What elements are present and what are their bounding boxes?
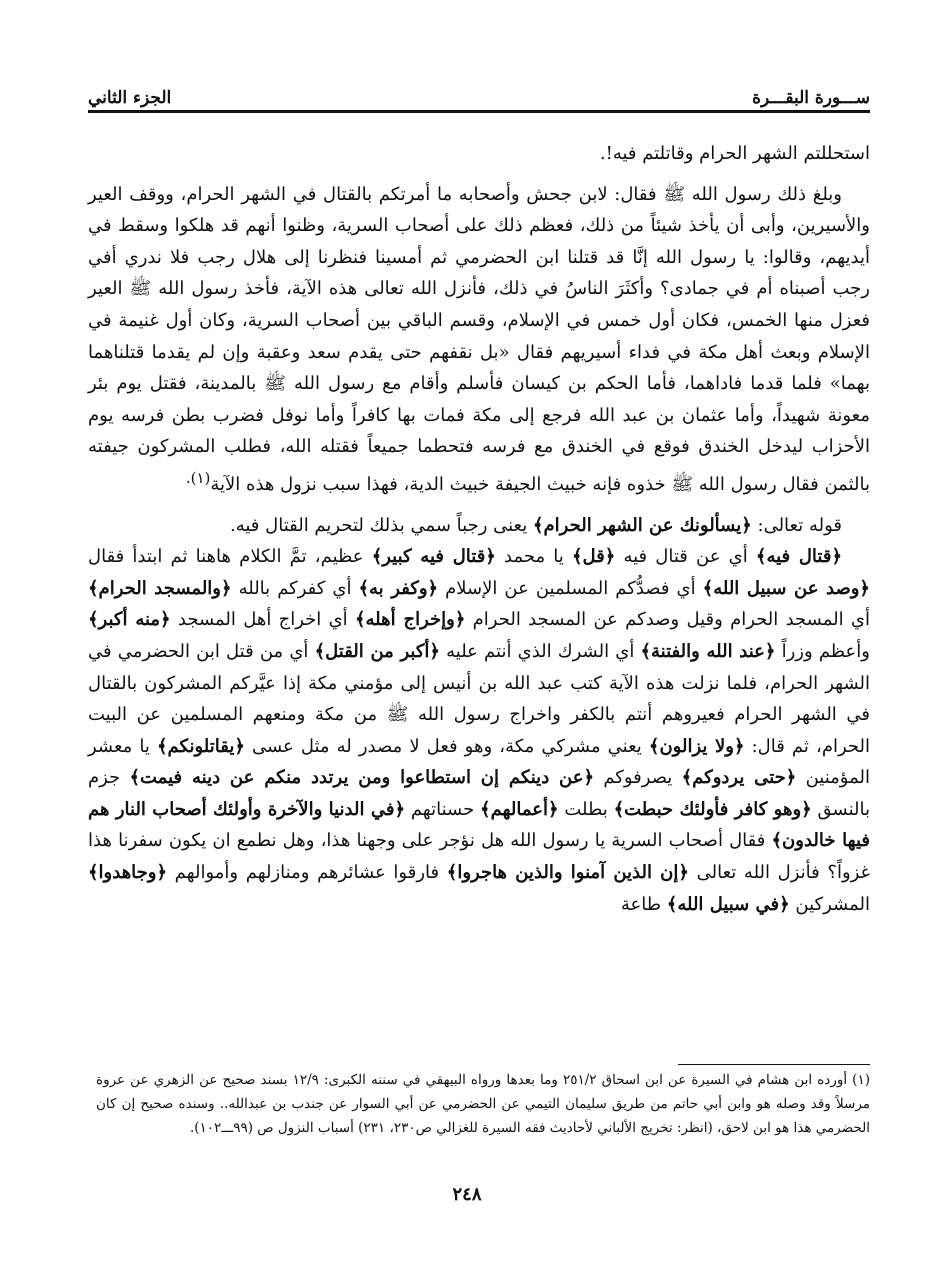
commentary-text: أي كفركم بالله [231, 577, 359, 599]
footnotes [96, 1068, 870, 1140]
commentary-text: عظيم، تمَّ الكلام هاهنا ثم ابتدأ فقال [88, 546, 372, 568]
paragraph-3 [88, 510, 870, 542]
quran-quote: ﴿في الدنيا والآخرة وأولئك أصحاب النار هم فيها خالدون﴾ [88, 798, 870, 852]
quran-quote: ﴿قتال فيه﴾ [755, 546, 842, 568]
quran-quote: ﴿عند الله والفتنة﴾ [640, 640, 776, 662]
quran-quote: ﴿وجاهدوا﴾ [88, 862, 168, 884]
quran-quote: ﴿منه أكبر﴾ [88, 609, 171, 631]
quran-quote: ﴿والمسجد الحرام﴾ [88, 577, 232, 599]
commentary-text: يعني مشركي مكة، وهو فعل لا مصدر له مثل عسى [244, 735, 649, 757]
paragraph-1: استحللتم الشهر الحرام وقاتلتم فيه!. [599, 143, 870, 164]
quran-quote: ﴿عن دينكم إن استطاعوا ومن يرتدد منكم عن دينه فيمت﴾ [129, 767, 595, 789]
quran-quote: ﴿ولا يزالون﴾ [648, 735, 745, 757]
commentary-text: فقال أصحاب السرية يا رسول الله هل نؤجر على وجهنا هذا، وهل نطمع ان يكون سفرنا هذا غزواً؟ فأنزل الله تعالى [88, 830, 871, 884]
footnote-1: (١) أورده ابن هشام في السيرة عن ابن اسحاق ٢٥١/٢ وما بعدها ورواه البيهقي في سننه الكبرى: ١٢/٩ بسند صحيح عن الزهري عن عروة مرسلاً وقد وصله هو وابن أبي حاتم من طريق سليمان التيمي عن الحضرمي عن أبي السوار عن جندب بن عبدالله.. وسنده صحيح إن كان الحضرمي هذا هو ابن لاحق، (انظر: تخريج الألباني لأحاديث فقه السيرة للغزالي ص٢٣٠، ٢٣١) أسباب النزول ص (٩٩ـــ١٠٢). [96, 1072, 870, 1136]
p3-seg: قوله تعالى: [751, 514, 842, 536]
commentary-text: أي اخراج أهل المسجد [170, 609, 355, 631]
commentary-text: وأعظم وزراً [775, 640, 870, 662]
commentary-text: أي فصدُّكم المسلمين عن الإسلام [438, 577, 703, 599]
quran-quote: ﴿وإخراج أهله﴾ [354, 609, 466, 631]
footnote-rule [678, 1064, 870, 1065]
commentary-text: أي عن قتال فيه [615, 546, 756, 568]
paragraph-2-text: وبلغ ذلك رسول الله ﷺ فقال: لابن جحش وأصحابه ما أمرتكم بالقتال في الشهر الحرام، ووقف العير والأسيرين، وأبى أن يأخذ شيئاً من ذلك، فعظم ذلك على أصحاب السرية، وظنوا أنهم قد هلكوا وسقط في أيديهم، وقالوا: يا رسول الله إنَّا قد قتلنا ابن الحضرمي ثم أمسينا فنظرنا إلى هلال رجب فلا ندري أفي رجب أصبناه أم في جمادى؟ وأكثَرَ الناسُ في ذلك، فأنزل الله تعالى هذه الآية، فأخذ رسول الله ﷺ العير فعزل منها الخمس، فكان أول خمس في الإسلام، وقسم الباقي بين أصحاب السرية، وكان أول غنيمة في الإسلام وبعث أهل مكة في فداء أسيريهم فقال «بل نقفهم حتى يقدم سعد وعقبة وإن لم يقدما قتلناهما بهما» فلما قدما فاداهما، فأما الحكم بن كيسان فأسلم وأقام مع رسول الله ﷺ بالمدينة، فقتل يوم بئر معونة شهيداً، وأما عثمان بن عبد الله فرجع إلى مكة فمات بها كافراً وأما نوفل فضرب بطن فرسه يوم الأحزاب ليدخل الخندق فوقع في الخندق مع فرسه فتحطما جميعاً فقتله الله، فطلب المشركون جيفته بالثمن فقال رسول الله ﷺ خذوه فإنه خبيث الجيفة خبيث الدية، فهذا سبب نزول هذه الآية [88, 183, 870, 495]
main-text [88, 138, 870, 920]
quran-quote: ﴿إن الذين آمنوا والذين هاجروا﴾ [446, 862, 689, 884]
quran-quote: ﴿في سبيل الله﴾ [666, 893, 790, 915]
quran-quote: ﴿أكبر من القتل﴾ [314, 640, 440, 662]
commentary-text: أي من قتل ابن الحضرمي في الشهر الحرام، فلما نزلت هذه الآية كتب عبد الله بن أنيس إلى مؤمني مكة إذا عيَّركم المشركون بالقتال في الشهر الحرام فعيروهم أنتم بالكفر واخراج رسول الله ﷺ من مكة ومنعهم المسلمين عن البيت الحرام، ثم قال: [88, 640, 870, 757]
commentary-text: يصرفوكم [594, 767, 682, 789]
quran-quote: ﴿قتال فيه كبير﴾ [371, 546, 496, 568]
commentary-text: يا معشر المؤمنين [88, 735, 870, 789]
commentary-text: جزم بالنسق [88, 767, 870, 820]
quran-quote: ﴿وهو كافر فأولئك حبطت﴾ [613, 798, 812, 820]
part-label: الجزء الثاني [88, 88, 172, 108]
quran-quote: ﴿حتى يردوكم﴾ [681, 767, 797, 789]
commentary-text: فارقوا عشائرهم ومنازلهم وأموالهم [167, 862, 447, 884]
quran-quote: ﴿يقاتلونكم﴾ [156, 735, 245, 757]
footnote-reference: (١). [185, 468, 211, 487]
commentary-text: بطلت [558, 798, 614, 820]
commentary-text: أي المسجد الحرام وقيل وصدكم عن المسجد الحرام [465, 609, 870, 631]
page-number: ٢٤٨ [452, 1184, 482, 1205]
commentary-text: حسناتهم [405, 798, 481, 820]
commentary-text: طاعة [620, 893, 667, 915]
quran-quote: ﴿أعمالهم﴾ [480, 798, 559, 820]
quran-quote: ﴿قل﴾ [571, 546, 616, 568]
commentary-text: المشركين [789, 893, 870, 915]
p3-seg: يعنى رجباً سمي بذلك لتحريم القتال فيه. [230, 514, 533, 536]
quran-quote: ﴿وكفر به﴾ [358, 577, 439, 599]
commentary-text: أي الشرك الذي أنتم عليه [439, 640, 641, 662]
running-header [88, 78, 870, 108]
header-rule [88, 110, 870, 113]
paragraph-4 [88, 541, 870, 920]
paragraph-2 [88, 179, 870, 501]
quran-quote: ﴿وصد عن سبيل الله﴾ [702, 577, 870, 599]
surah-title: ســـورة البقـــرة [752, 88, 870, 108]
quran-quote: ﴿يسألونك عن الشهر الحرام﴾ [532, 514, 752, 536]
commentary-text: يا محمد [495, 546, 572, 568]
